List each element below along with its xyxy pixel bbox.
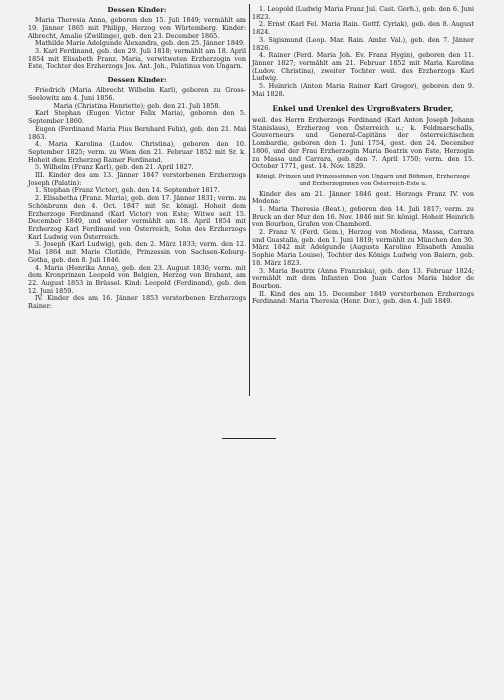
section-heading: Dessen Kinder: <box>107 6 167 14</box>
paragraph: 1. Leopold (Ludwig Maria Franz Jul. Cast. Gerh.), geb. den 6. Juni 1823. <box>252 5 474 21</box>
section-title: Kinder des am 21. Jänner 1846 gest. Herzogs Franz IV. von Modena: <box>252 189 474 206</box>
subnote: Königl. Prinzen und Prinzessinnen von Ungarn und Böhmen, Erzherzoge und Erzherzoginnen von Österreich-Este u. <box>256 173 470 187</box>
right-column <box>252 6 474 306</box>
paragraph: 1. Stephan (Franz Victor), geb. den 14. September 1817. <box>35 186 220 195</box>
section-title: IV. Kinder des am 16. Jänner 1853 verstorbenen Erzherzogs Rainer: <box>28 294 246 311</box>
column-divider <box>249 4 250 396</box>
paragraph: Mathilde Marie Adelgunde Alexandra, geb. den 25. Jänner 1849. <box>35 39 246 48</box>
section-heading: Dessen Kinder: <box>107 76 167 85</box>
closing-rule <box>222 438 276 439</box>
paragraph: 5. Heinrich (Anton Maria Rainer Karl Gregor), geboren den 9. Mai 1828. <box>252 82 474 98</box>
paragraph: Karl Stephan (Eugen Victor Felix Maria), geboren den 5. September 1860. <box>28 109 246 126</box>
paragraph: 2. Elisabetha (Franz. Maria), geb. den 17. Jänner 1831; verm. zu Schönbrunn den 4. Oct. 1847 mit Sr. königl. Hoheit dem Erzherzoge Ferdinand (Karl Victor) von Este; Witwe seit 15. December 1849, und wieder vermählt am 18. April 1854 mit Erzherzog Karl Ferdinand von Österreich, Sohn des Erzherzogs Karl Ludwig von Österreich. <box>28 194 246 241</box>
paragraph: 4. Maria Karolina (Ludov. Christina), geboren den 10. September 1825; verm. zu Wien den 21. Februar 1852 mit Sr. k. Hoheit dem Erzherzog Rainer Ferdinand. <box>28 140 246 164</box>
section-title: III. Kinder des am 13. Jänner 1847 verstorbenen Erzherzogs Joseph (Palatin): <box>28 171 246 187</box>
paragraph: Eugen (Ferdinand Maria Pius Bernhard Felix), geb. den 21. Mai 1863. <box>28 124 246 141</box>
paragraph: 3. Karl Ferdinand, geb. den 29. Juli 1818; vermählt am 18. April 1854 mit Elisabeth Franz. Maria, verwitweten Erzherzogin von Este, Tochter des Erzherzogs Jos. Ant. Joh., Palatinus von Ungarn. <box>28 47 246 71</box>
paragraph: 1. Maria Theresia (Beat.), geboren den 14. Juli 1817; verm. zu Bruck an der Mur den 16. Nov. 1846 mit Sr. königl. Hoheit Heinrich von Bourbon, Grafen von Chambord. <box>252 204 474 229</box>
paragraph: 2. Franz V. (Ferd. Gem.), Herzog von Modena, Massa, Carrara und Guastalla, geb. den 1. Juni 1819; vermählt zu München den 30. März 1842 mit Adelgunde (Augusta Karoline Elisabeth Amalia Sophie Maria Louise), Tochter des Königs Ludwig von Baiern, geb. 18. März 1823. <box>252 228 474 267</box>
paragraph: Maria Theresia Anna, geboren den 15. Juli 1849; vermählt am 19. Jänner 1865 mit Philipp, Herzog von Würtemberg. Kinder: Albrecht, Amalie (Zwillinge), geb. den 23. December 1865. <box>28 16 246 40</box>
paragraph: Friedrich (Maria Albrecht Wilhelm Karl), geboren zu Gross-Seelowitz am 4. Juni 1856. <box>28 86 246 103</box>
paragraph: II. Kind des am 15. December 1849 verstorbenen Erzherzogs Ferdinand: Maria Theresia (Henr. Dor.), geb. den 4. Juli 1849. <box>252 289 474 306</box>
left-column <box>28 6 246 311</box>
paragraph: 2. Ernst (Karl Fel. Maria Rain. Gottf. Cyriak), geb. den 8. August 1824. <box>252 20 474 37</box>
paragraph: 4. Rainer (Ferd. Maria Joh. Ev. Franz Hygin), geboren den 11. Jänner 1827; vermählt am 21. Februar 1852 mit Maria Karolina (Ludov. Christina), zweiter Tochter weil. des Erzherzogs Karl Ludwig. <box>252 51 474 83</box>
paragraph: 4. Maria (Henrika Anna), geb. den 23. August 1836; verm. mit dem Kronprinzen Leopold von Belgien, Herzog von Brabant, am 22. August 1853 in Brüssel. Kind: Leopold (Ferdinand), geb. den 12. Juni 1859. <box>28 263 246 295</box>
paragraph: 3. Sigismund (Leop. Mar. Rain. Ambr. Val.), geb. den 7. Jänner 1826. <box>252 35 474 52</box>
section-heading: Enkel und Urenkel des Urgroßvaters Bruder, <box>272 104 454 114</box>
paragraph: 5. Wilhelm (Franz Karl), geb. den 21. April 1827. <box>35 163 194 172</box>
paragraph: weil. des Herrn Erzherzogs Ferdinand (Karl Anton Joseph Johann Stanislaus), Erzherzog von Österreich u.; k. Feldmarschalls, Gouverneurs und General-Capitäns der österreichischen Lombardie, geboren den 1. Juni 1754, gest. den 24. December 1806, und der Frau Erzherzogin Maria Beatrix von Este, Herzogin zu Massa und Carrara, geb. den 7. April 1750; verm. den 15. October 1771, gest. 14. Nov. 1829. <box>252 116 474 171</box>
paragraph: 3. Joseph (Karl Ludwig), geb. den 2. März 1833; verm. den 12. Mai 1864 mit Marie Clotilde, Prinzessin von Sachsen-Koburg-Gotha, geb. den 8. Juli 1846. <box>28 240 246 264</box>
paragraph: 3. Maria Beatrix (Anna Franziska), geb. den 13. Februar 1824; vermählt mit dem Infanten Don Juan Carlos Maria Isidor de Bourbon. <box>252 266 474 290</box>
paragraph: Maria (Christina Henriette); geb. den 21. Juli 1858. <box>53 101 221 110</box>
